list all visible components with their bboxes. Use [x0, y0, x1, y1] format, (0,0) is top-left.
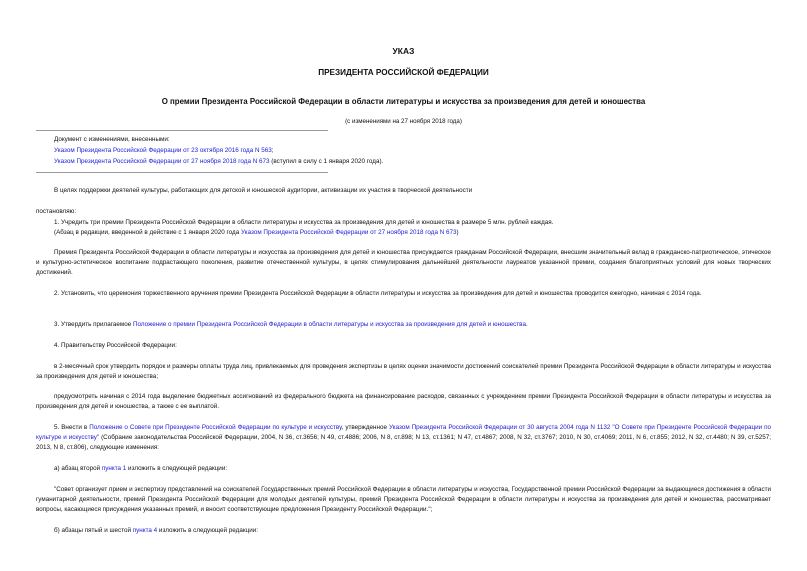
amendment-link-563[interactable]: Указом Президента Российской Федерации от 23 октября 2016 года N 563: [54, 147, 272, 154]
changes-line-2: [54, 156, 383, 167]
paragraph-5a-post: изложить в следующей редакции:: [126, 465, 228, 472]
document-title: О премии Президента Российской Федерации в области литературы и искусства за произведения для детей и юношества: [161, 97, 646, 106]
divider-top: [36, 130, 328, 131]
paragraph-intro-text: В целях поддержки деятелей культуры, работающих для детской и юношеской аудитории, активизации их участия в творческой деятельности: [54, 187, 473, 194]
changes-line-1-tail: ;: [271, 147, 274, 154]
paragraph-5a: [36, 464, 771, 474]
note-link-673[interactable]: Указом Президента Российской Федерации от 27 ноября 2018 года N 673: [240, 229, 457, 236]
paragraph-1-text: 1. Учредить три премии Президента Российской Федерации в области литературы и искусства за произведения для детей и юношества в размере 5 млн. рублей каждая.: [54, 219, 554, 226]
paragraph-postanovlyayu: постановляю:: [36, 208, 77, 215]
paragraph-5a-pre: а) абзац второй: [54, 465, 102, 472]
changes-line-1: [54, 145, 383, 156]
paragraph-prize: [36, 248, 771, 279]
paragraph-4b: [36, 392, 771, 412]
paragraph-5a-quote: [36, 485, 771, 516]
paragraph-1-note-pre: (Абзац в редакции, введенной в действие с 1 января 2020 года: [54, 229, 241, 236]
paragraph-5b-post: изложить в следующей редакции:: [157, 527, 258, 534]
issuer-heading: ПРЕЗИДЕНТА РОССИЙСКОЙ ФЕДЕРАЦИИ: [318, 68, 489, 77]
changes-line-2-tail: (вступил в силу с 1 января 2020 года).: [269, 158, 384, 165]
edition-note: (с изменениями на 27 ноября 2018 года): [345, 118, 462, 125]
changes-block: [54, 134, 383, 167]
paragraph-4: [36, 341, 771, 351]
paragraph-3-pre: 3. Утвердить прилагаемое: [54, 321, 133, 328]
paragraph-1-note: [36, 228, 771, 238]
paragraph-5-pre: 5. Внести в: [54, 424, 90, 431]
paragraph-5b: [36, 526, 771, 536]
changes-intro: Документ с изменениями, внесенными:: [54, 136, 170, 143]
divider-bottom: [36, 172, 328, 173]
clause-4-link[interactable]: пункта 4: [132, 527, 158, 534]
paragraph-2-text: 2. Установить, что церемония торжественного вручения премии Президента Российской Федерации в области литературы и искусства за произведения для детей и юношества проводится ежегодно, начиная с 2014 года.: [54, 290, 702, 297]
paragraph-5: [36, 423, 771, 454]
clause-1-link[interactable]: пункта 1: [101, 465, 127, 472]
paragraph-5b-pre: б) абзацы пятый и шестой: [54, 527, 133, 534]
council-regulation-link[interactable]: Положение о Совете при Президенте Российской Федерации по культуре и искусству: [89, 424, 342, 431]
paragraph-5a-quote-text: "Совет организует прием и экспертизу представлений на соискателей Государственных премий Российской Федерации в области литературы и искусства, Государственной премии Российской Федерации за выдающиеся достижения в области гуманитарной деятельности, премий Президента Российской Федерации для молодых деятелей культуры, премий Президента Российской Федерации в области литературы и искусства за произведения для детей и юношества, рассматривает вопросы, касающиеся присуждения указанных премий, и вносит соответствующие предложения Президенту Российской Федерации.";: [36, 486, 771, 514]
paragraph-1: [36, 218, 771, 228]
paragraph-5-post: (Собрание законодательства Российской Федерации, 2004, N 36, ст.3656; N 49, ст.4886; 2006, N 8, ст.898; N 13, ст.1361; N 47, ст.4867; 2008, N 32, ст.3767; 2010, N 30, ст.4069; 2011, N 6, ст.855; 2012, N 32, ст.4480; N 39, ст.5257; 2013, N 8, ст.806), следующие изменения:: [36, 434, 771, 452]
regulation-link[interactable]: Положение о премии Президента Российской Федерации в области литературы и искусства за произведения для детей и юношества: [132, 321, 526, 328]
paragraph-3: [36, 320, 771, 330]
paragraph-4-text: 4. Правительству Российской Федерации:: [54, 342, 177, 349]
paragraph-3-post: .: [525, 321, 528, 328]
paragraph-prize-text: Премия Президента Российской Федерации в области литературы и искусства за произведения для детей и юношества присуждается гражданам Российской Федерации, внесшим значительный вклад в гражданско-патриотическое, этическое и культурно-эстетическое воспитание подрастающего поколения, развитие отечественной культуры, в целях стимулирования дальнейшей деятельности лауреатов указанной премии, создания благоприятных условий для новых творческих достижений.: [36, 249, 771, 277]
paragraph-4a-text: в 2-месячный срок утвердить порядок и размеры оплаты труда лиц, привлекаемых для проведения экспертизы в целях оценки значимости достижений соискателей премии Президента Российской Федерации в области литературы и искусства за произведения для детей и юношества;: [36, 363, 771, 381]
amendment-link-673[interactable]: Указом Президента Российской Федерации от 27 ноября 2018 года N 673: [54, 158, 270, 165]
paragraph-intro: [36, 186, 771, 196]
paragraph-1-note-post: ): [456, 229, 459, 236]
paragraph-4a: [36, 362, 771, 382]
paragraph-5-mid: , утвержденное: [341, 424, 389, 431]
decree-1132-link[interactable]: Указом Президента Российской Федерации от 30 августа 2004 года N 1132 "О Совете при Президенте Российской Федерации по культуре и искусству": [36, 424, 771, 442]
doc-type-heading: УКАЗ: [392, 46, 415, 56]
paragraph-4b-text: предусмотреть начиная с 2014 года выделение бюджетных ассигнований из федерального бюджета на финансирование расходов, связанных с учреждением премии Президента Российской Федерации в области литературы и искусства за произведения для детей и юношества, а также с ее выплатой.: [36, 393, 771, 411]
paragraph-2: [36, 289, 771, 299]
